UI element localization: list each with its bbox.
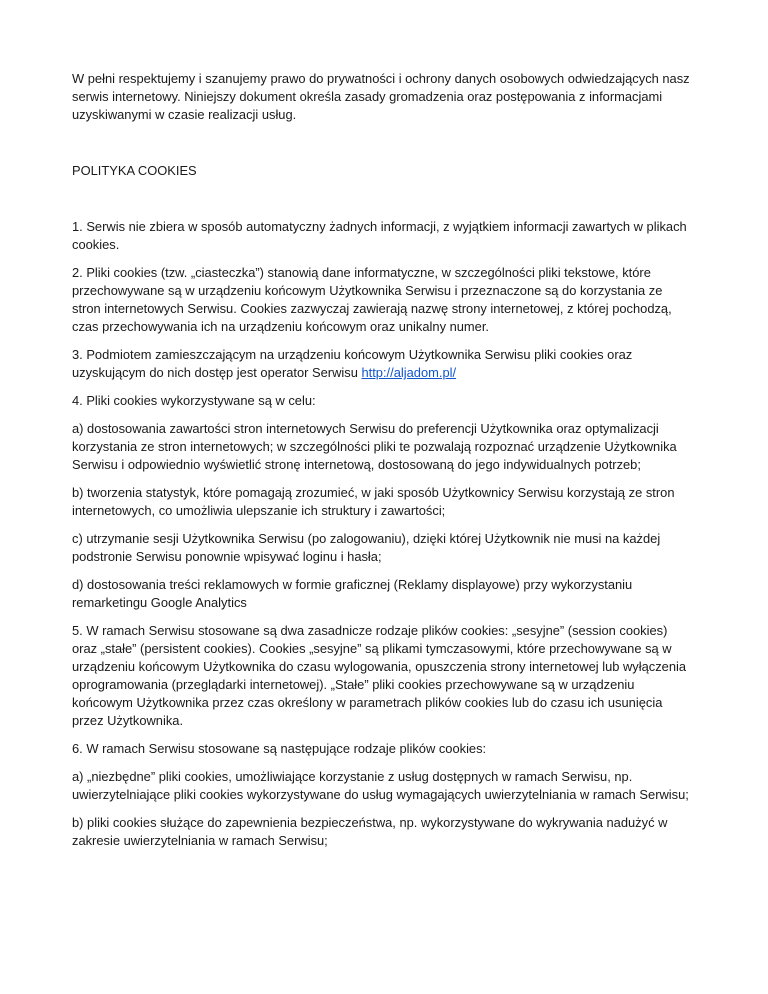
paragraph-4a: a) dostosowania zawartości stron internetowych Serwisu do preferencji Użytkownika oraz optymalizacji korzystania ze stron internetowych; w szczególności pliki te pozwalają rozpoznać urządzenie Użytkownika Serwisu i odpowiednio wyświetlić stronę internetową, dostosowaną do jego indywidualnych potrzeb; [72, 421, 677, 472]
paragraph-6b: b) pliki cookies służące do zapewnienia bezpieczeństwa, np. wykorzystywane do wykrywania nadużyć w zakresie uwierzytelniania w ramach Serwisu; [72, 815, 668, 848]
section-title: POLITYKA COOKIES [72, 163, 197, 178]
paragraph-3-text: 3. Podmiotem zamieszczającym na urządzeniu końcowym Użytkownika Serwisu pliki cookies oraz uzyskującym do nich dostęp jest operator Serwisu [72, 347, 633, 380]
paragraph-6a: a) „niezbędne” pliki cookies, umożliwiające korzystanie z usług dostępnych w ramach Serwisu, np. uwierzytelniające pliki cookies wykorzystywane do usług wymagających uwierzytelniania w ramach Serwisu; [72, 769, 689, 802]
intro-paragraph: W pełni respektujemy i szanujemy prawo do prywatności i ochrony danych osobowych odwiedzających nasz serwis internetowy. Niniejszy dokument określa zasady gromadzenia oraz postępowania z informacjami uzyskiwanymi w czasie realizacji usług. [72, 71, 690, 122]
paragraph-4d: d) dostosowania treści reklamowych w formie graficznej (Reklamy displayowe) przy wykorzystaniu remarketingu Google Analytics [72, 577, 633, 610]
paragraph-4: 4. Pliki cookies wykorzystywane są w celu: [72, 393, 316, 408]
paragraph-1: 1. Serwis nie zbiera w sposób automatyczny żadnych informacji, z wyjątkiem informacji zawartych w plikach cookies. [72, 219, 687, 252]
paragraph-6: 6. W ramach Serwisu stosowane są następujące rodzaje plików cookies: [72, 741, 487, 756]
paragraph-2: 2. Pliki cookies (tzw. „ciasteczka”) stanowią dane informatyczne, w szczególności pliki tekstowe, które przechowywane są w urządzeniu końcowym Użytkownika Serwisu i przeznaczone są do korzystania ze stron internetowych Serwisu. Cookies zazwyczaj zawierają nazwę strony internetowej, z której pochodzą, czas przechowywania ich na urządzeniu końcowym oraz unikalny numer. [72, 265, 672, 334]
document-page [72, 70, 694, 860]
operator-link[interactable]: http://aljadom.pl/ [361, 365, 457, 380]
paragraph-3 [72, 346, 694, 382]
paragraph-4c: c) utrzymanie sesji Użytkownika Serwisu (po zalogowaniu), dzięki której Użytkownik nie musi na każdej podstronie Serwisu ponownie wpisywać loginu i hasła; [72, 531, 661, 564]
paragraph-4b: b) tworzenia statystyk, które pomagają zrozumieć, w jaki sposób Użytkownicy Serwisu korzystają ze stron internetowych, co umożliwia ulepszanie ich struktury i zawartości; [72, 485, 675, 518]
paragraph-5: 5. W ramach Serwisu stosowane są dwa zasadnicze rodzaje plików cookies: „sesyjne” (session cookies) oraz „stałe” (persistent cookies). Cookies „sesyjne” są plikami tymczasowymi, które przechowywane są w urządzeniu końcowym Użytkownika do czasu wylogowania, opuszczenia strony internetowej lub wyłączenia oprogramowania (przeglądarki internetowej). „Stałe” pliki cookies przechowywane są w urządzeniu końcowym Użytkownika przez czas określony w parametrach plików cookies lub do czasu ich usunięcia przez Użytkownika. [72, 623, 687, 728]
